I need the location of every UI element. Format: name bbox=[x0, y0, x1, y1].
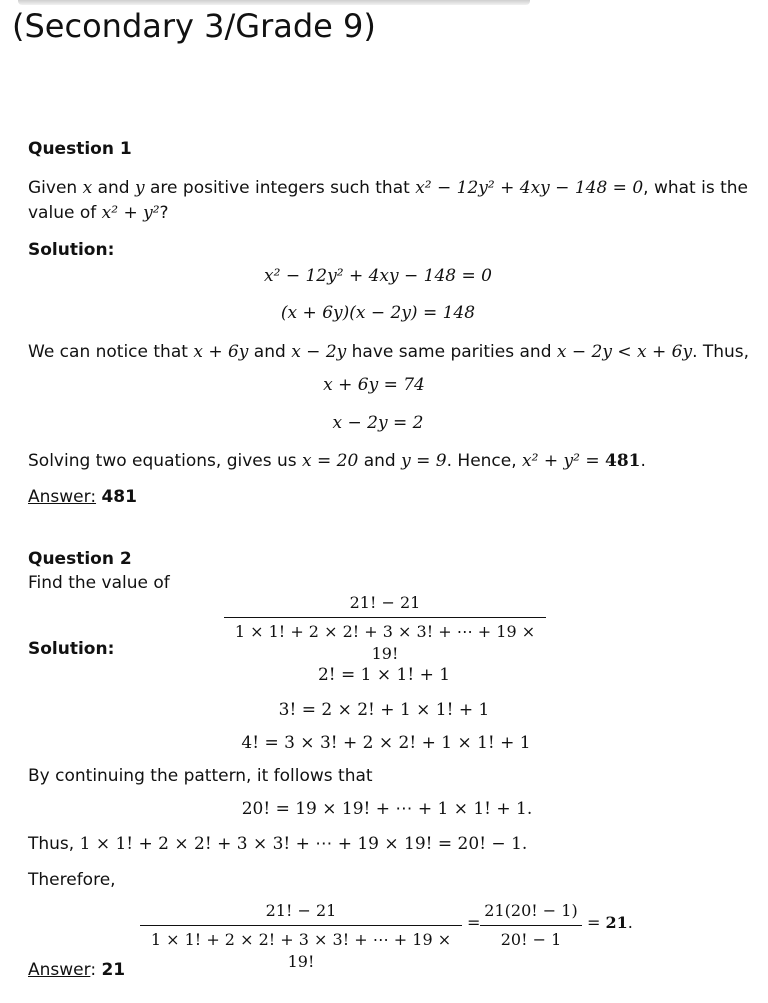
q2-equation-3: 4! = 3 × 3! + 2 × 2! + 1 × 1! + 1 bbox=[241, 733, 531, 753]
q2-therefore-line: Therefore, bbox=[28, 870, 116, 890]
page-title: (Secondary 3/Grade 9) bbox=[12, 7, 376, 45]
text: and bbox=[92, 178, 135, 198]
text: , what is the bbox=[643, 178, 748, 198]
q1-equation-4: x − 2y = 2 bbox=[332, 413, 424, 433]
q1-notice-line bbox=[28, 340, 749, 364]
q2-equation-2: 3! = 2 × 2! + 1 × 1! + 1 bbox=[278, 700, 490, 720]
question-2-fraction bbox=[224, 592, 546, 665]
text: have same parities and bbox=[346, 342, 557, 362]
equals-sign: = bbox=[587, 913, 606, 932]
question-2-answer bbox=[28, 958, 125, 982]
text: Solving two equations, gives us bbox=[28, 451, 303, 471]
q2-thus-line bbox=[28, 832, 527, 856]
answer-value: 21 bbox=[101, 960, 126, 980]
answer-value: 481 bbox=[101, 487, 137, 507]
question-1-prompt-line-1 bbox=[28, 176, 748, 200]
fraction-denominator: 20! − 1 bbox=[500, 930, 562, 949]
fraction-denominator: 1 × 1! + 2 × 2! + 3 × 3! + ⋯ + 19 × 19! bbox=[234, 622, 536, 663]
q2-equation-4: 20! = 19 × 19! + ⋯ + 1 × 1! + 1. bbox=[241, 799, 533, 819]
question-2-heading: Question 2 bbox=[28, 549, 132, 569]
fraction-numerator: 21! − 21 bbox=[265, 901, 337, 920]
text: and bbox=[248, 342, 292, 362]
question-1-answer bbox=[28, 485, 137, 509]
fraction-bar bbox=[140, 925, 462, 926]
math-expression: x − 2y bbox=[291, 342, 347, 362]
text: Given bbox=[28, 178, 83, 198]
math-expression: x² + y² = bbox=[522, 451, 605, 471]
math-x: x bbox=[82, 178, 93, 198]
q2-continuing-line: By continuing the pattern, it follows that bbox=[28, 766, 373, 786]
q1-solving-line bbox=[28, 449, 646, 473]
math-equation: x² − 12y² + 4xy − 148 = 0 bbox=[415, 178, 644, 198]
q1-equation-3: x + 6y = 74 bbox=[323, 375, 425, 395]
text: value of bbox=[28, 203, 102, 223]
text: . Hence, bbox=[446, 451, 523, 471]
math-expression: 1 × 1! + 2 × 2! + 3 × 3! + ⋯ + 19 × 19! = 20! − 1. bbox=[79, 834, 528, 854]
fraction-bar bbox=[224, 617, 546, 618]
fraction-numerator: 21! − 21 bbox=[349, 593, 421, 612]
text: . bbox=[640, 451, 646, 471]
final-result bbox=[587, 913, 633, 932]
question-2-prompt: Find the value of bbox=[28, 573, 170, 593]
question-1-solution-label: Solution: bbox=[28, 240, 115, 260]
math-expression: x = 20 bbox=[302, 451, 359, 471]
text: Thus, bbox=[28, 834, 80, 854]
math-y: y bbox=[135, 178, 145, 198]
text: are positive integers such that bbox=[144, 178, 416, 198]
question-1-prompt-line-2 bbox=[28, 201, 169, 225]
text: . bbox=[627, 913, 633, 932]
text: We can notice that bbox=[28, 342, 194, 362]
math-expression: y = 9 bbox=[401, 451, 447, 471]
equals-sign: = bbox=[467, 913, 481, 932]
answer-label: Answer: bbox=[28, 487, 97, 507]
answer-colon: : bbox=[90, 960, 102, 980]
q1-equation-1: x² − 12y² + 4xy − 148 = 0 bbox=[264, 266, 492, 286]
question-1-heading: Question 1 bbox=[28, 139, 132, 159]
q1-equation-2: (x + 6y)(x − 2y) = 148 bbox=[280, 303, 476, 323]
fraction-numerator: 21(20! − 1) bbox=[484, 901, 578, 920]
answer-label: Answer bbox=[28, 960, 91, 980]
bold-result: 481 bbox=[604, 451, 641, 471]
math-expression: x² + y² bbox=[101, 203, 160, 223]
q2-final-fraction-1 bbox=[140, 900, 462, 973]
bold-result: 21 bbox=[605, 913, 628, 932]
math-inequality: x − 2y < x + 6y bbox=[556, 342, 693, 362]
text: . Thus, bbox=[692, 342, 750, 362]
math-expression: x + 6y bbox=[193, 342, 249, 362]
fraction-bar bbox=[480, 925, 582, 926]
q2-equation-1: 2! = 1 × 1! + 1 bbox=[317, 665, 451, 685]
text: and bbox=[358, 451, 402, 471]
fraction-denominator: 1 × 1! + 2 × 2! + 3 × 3! + ⋯ + 19 × 19! bbox=[150, 930, 452, 971]
question-2-solution-label: Solution: bbox=[28, 639, 115, 659]
q2-final-fraction-2 bbox=[480, 900, 582, 951]
text: ? bbox=[159, 203, 169, 223]
